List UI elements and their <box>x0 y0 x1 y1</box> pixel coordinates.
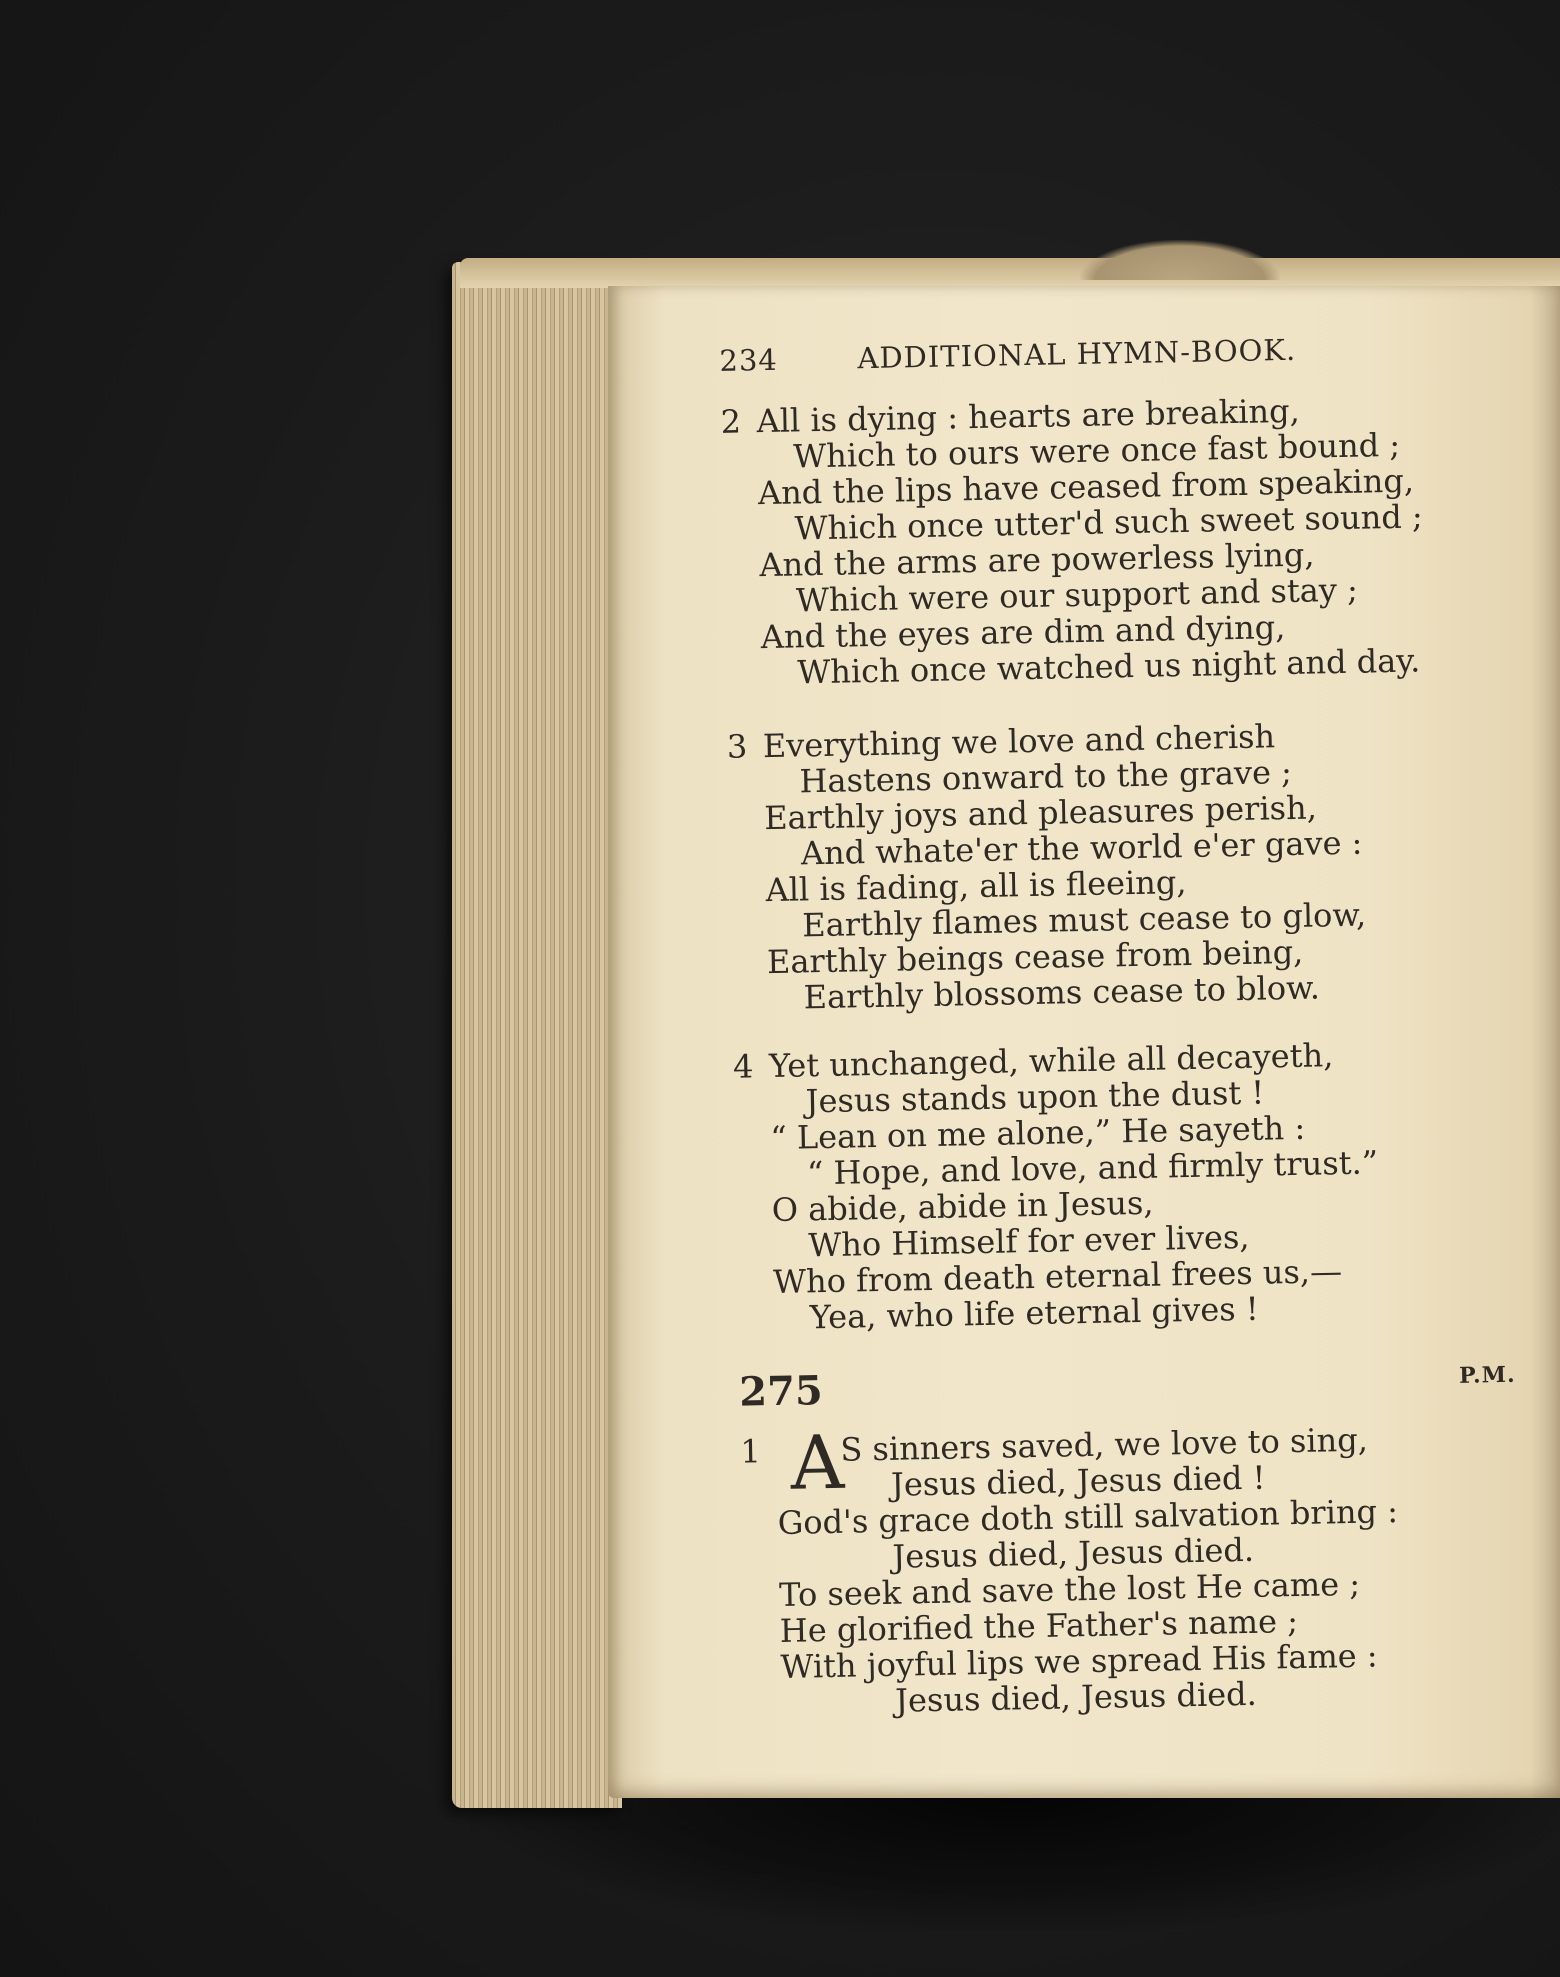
verse-line: And the eyes are dim and dying, <box>760 608 1286 657</box>
hymn-heading <box>739 1354 1520 1415</box>
verse-line: “ Hope, and love, and firmly trust.” <box>806 1143 1379 1193</box>
verse-line: Yet unchanged, while all decayeth, <box>768 1036 1334 1086</box>
verse-line: “ Lean on me alone,” He sayeth : <box>770 1108 1306 1158</box>
verse-line: Everything we love and cherish <box>762 717 1276 766</box>
hymn-meter: P.M. <box>1458 1361 1516 1389</box>
stanza-number: 2 <box>720 402 742 441</box>
verse-line: Jesus died, Jesus died. <box>892 1530 1255 1576</box>
verse-line: And the lips have ceased from speaking, <box>757 461 1415 513</box>
verse-line: To seek and save the lost He came ; <box>778 1564 1361 1614</box>
stanza-number: 3 <box>726 727 748 766</box>
verse-line: S sinners saved, we love to sing, <box>840 1420 1369 1469</box>
verse-line: Which once watched us night and day. <box>797 641 1421 692</box>
drop-cap: A <box>789 1419 845 1507</box>
verse-line: Hastens onward to the grave ; <box>799 752 1293 801</box>
running-head <box>719 332 1360 384</box>
verse-line: Which once utter'd such sweet sound ; <box>794 497 1424 548</box>
verse-line: Which were our support and stay ; <box>795 570 1359 620</box>
verse-line: All is dying : hearts are breaking, <box>756 391 1301 441</box>
stanza-4 <box>733 1034 1498 1337</box>
stanza-2 <box>720 389 1485 692</box>
verse-line: Earthly blossoms cease to blow. <box>803 968 1321 1017</box>
verse-line: Yea, who life eternal gives ! <box>809 1289 1259 1337</box>
verse-line: And the arms are powerless lying, <box>759 535 1315 585</box>
book-page <box>608 286 1560 1798</box>
running-title: ADDITIONAL HYMN-BOOK. <box>857 332 1297 376</box>
verse-line: Earthly joys and pleasures perish, <box>763 788 1318 838</box>
verse-line: He glorified the Father's name ; <box>779 1602 1299 1650</box>
page-content <box>608 268 1560 1798</box>
stanza-number: 1 <box>740 1432 762 1471</box>
verse-line: Who Himself for ever lives, <box>808 1217 1250 1265</box>
verse-line: Jesus stands upon the dust ! <box>805 1073 1265 1121</box>
verse-line: Jesus died, Jesus died. <box>894 1674 1258 1720</box>
verse-line: O abide, abide in Jesus, <box>771 1183 1154 1230</box>
verse-line: Which to ours were once fast bound ; <box>792 425 1401 476</box>
verse-line: All is fading, all is fleeing, <box>765 863 1187 910</box>
verse-line: Who from death eternal frees us,— <box>772 1252 1343 1302</box>
verse-line: God's grace doth still salvation bring : <box>777 1492 1399 1542</box>
verse-line: Earthly flames must cease to glow, <box>801 895 1367 945</box>
book-page-edges <box>452 262 622 1808</box>
stanza-number: 4 <box>732 1047 754 1086</box>
verse-line: With joyful lips we spread His fame : <box>780 1636 1378 1686</box>
stanza-3 <box>727 714 1492 1017</box>
verse-line: Earthly beings cease from being, <box>766 932 1304 982</box>
hymn-275-stanza-1 <box>740 1419 1505 1722</box>
hymn-number: 275 <box>738 1367 824 1416</box>
verse-line: Jesus died, Jesus died ! <box>890 1458 1266 1504</box>
verse-line: And whate'er the world e'er gave : <box>800 823 1363 873</box>
page-number: 234 <box>719 342 779 378</box>
